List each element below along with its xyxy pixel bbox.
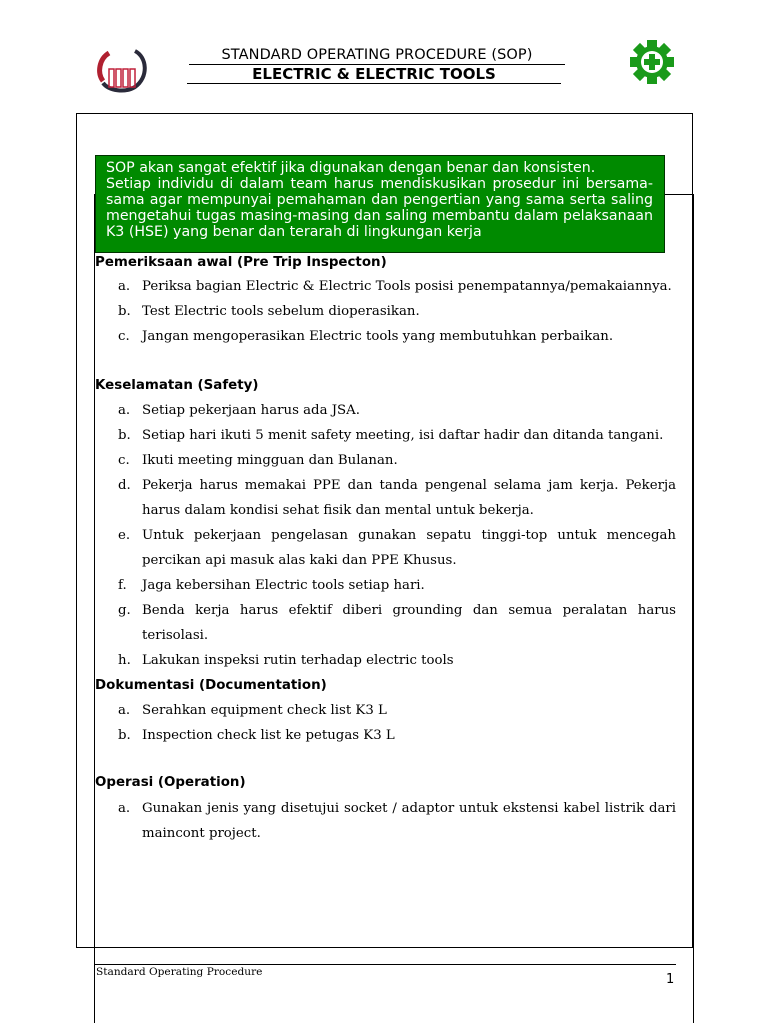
list-item-text: Test Electric tools sebelum dioperasikan. (142, 304, 420, 319)
list-marker: h. (118, 653, 131, 668)
list-item-text: Jaga kebersihan Electric tools setiap hari. (142, 578, 425, 593)
list-item-text: Benda kerja harus efektif diberi grounding dan semua peralatan harus terisolasi. (142, 603, 676, 643)
section-title-documentation: Dokumentasi (Documentation) (95, 678, 327, 693)
section-title-operation: Operasi (Operation) (95, 775, 246, 790)
list-item (95, 398, 676, 423)
intro-box (95, 155, 665, 253)
intro-paragraph: SOP akan sangat efektif jika digunakan dengan benar dan konsisten. (106, 160, 596, 176)
list-item (95, 423, 676, 448)
list-item (95, 448, 676, 473)
list-item-text: Inspection check list ke petugas K3 L (142, 728, 395, 743)
documentation-list (95, 698, 676, 748)
safety-gear-cross-icon (622, 38, 682, 86)
list-item (95, 324, 676, 349)
operation-list (95, 796, 676, 846)
page-number: 1 (666, 972, 675, 987)
list-marker: a. (118, 703, 131, 718)
list-item-text: Ikuti meeting mingguan dan Bulanan. (142, 453, 398, 468)
list-item-text: Untuk pekerjaan pengelasan gunakan sepatu tinggi-top untuk mencegah percikan api masuk alas kaki dan PPE Khusus. (142, 528, 676, 568)
list-marker: c. (118, 329, 130, 344)
footer-divider (95, 964, 676, 965)
list-item-text: Serahkan equipment check list K3 L (142, 703, 387, 718)
list-item (95, 796, 676, 846)
company-logo-icon (95, 43, 149, 93)
list-item-text: Setiap pekerjaan harus ada JSA. (142, 403, 360, 418)
list-item (95, 598, 676, 648)
document-subtitle: ELECTRIC & ELECTRIC TOOLS (187, 65, 561, 84)
list-item-text: Gunakan jenis yang disetujui socket / adaptor untuk ekstensi kabel listrik dari maincont project. (142, 801, 676, 841)
list-item (95, 523, 676, 573)
list-item (95, 698, 676, 723)
list-item (95, 274, 676, 299)
footer-text: Standard Operating Procedure (96, 966, 263, 978)
list-item-text: Periksa bagian Electric & Electric Tools posisi penempatannya/pemakaiannya. (142, 279, 672, 294)
pre-trip-list (95, 274, 676, 349)
list-marker: b. (118, 428, 131, 443)
list-marker: c. (118, 453, 130, 468)
list-item (95, 299, 676, 324)
list-marker: a. (118, 279, 131, 294)
list-item-text: Jangan mengoperasikan Electric tools yang membutuhkan perbaikan. (142, 329, 614, 344)
list-item-text: Lakukan inspeksi rutin terhadap electric tools (142, 653, 454, 668)
safety-list (95, 398, 676, 673)
list-item (95, 723, 676, 748)
list-item (95, 573, 676, 598)
list-marker: e. (118, 528, 131, 543)
list-marker: b. (118, 304, 131, 319)
section-title-pre-trip: Pemeriksaan awal (Pre Trip Inspecton) (95, 255, 387, 270)
list-item (95, 473, 676, 523)
list-marker: d. (118, 478, 131, 493)
list-item (95, 648, 676, 673)
intro-paragraph: Setiap individu di dalam team harus mendiskusikan prosedur ini bersama-sama agar mempunyai pemahaman dan pengertian yang sama serta saling mengetahui tugas masing-masing dan saling membantu dalam pelaksanaan K3 (HSE) yang benar dan terarah di lingkungan kerja (106, 176, 653, 240)
document-title: STANDARD OPERATING PROCEDURE (SOP) (189, 46, 565, 65)
list-marker: a. (118, 801, 131, 816)
list-item-text: Pekerja harus memakai PPE dan tanda pengenal selama jam kerja. Pekerja harus dalam kondisi sehat fisik dan mental untuk bekerja. (142, 478, 676, 518)
list-marker: g. (118, 603, 131, 618)
section-title-safety: Keselamatan (Safety) (95, 378, 259, 393)
list-marker: f. (118, 578, 127, 593)
list-marker: a. (118, 403, 131, 418)
list-marker: b. (118, 728, 131, 743)
list-item-text: Setiap hari ikuti 5 menit safety meeting, isi daftar hadir dan ditanda tangani. (142, 428, 664, 443)
